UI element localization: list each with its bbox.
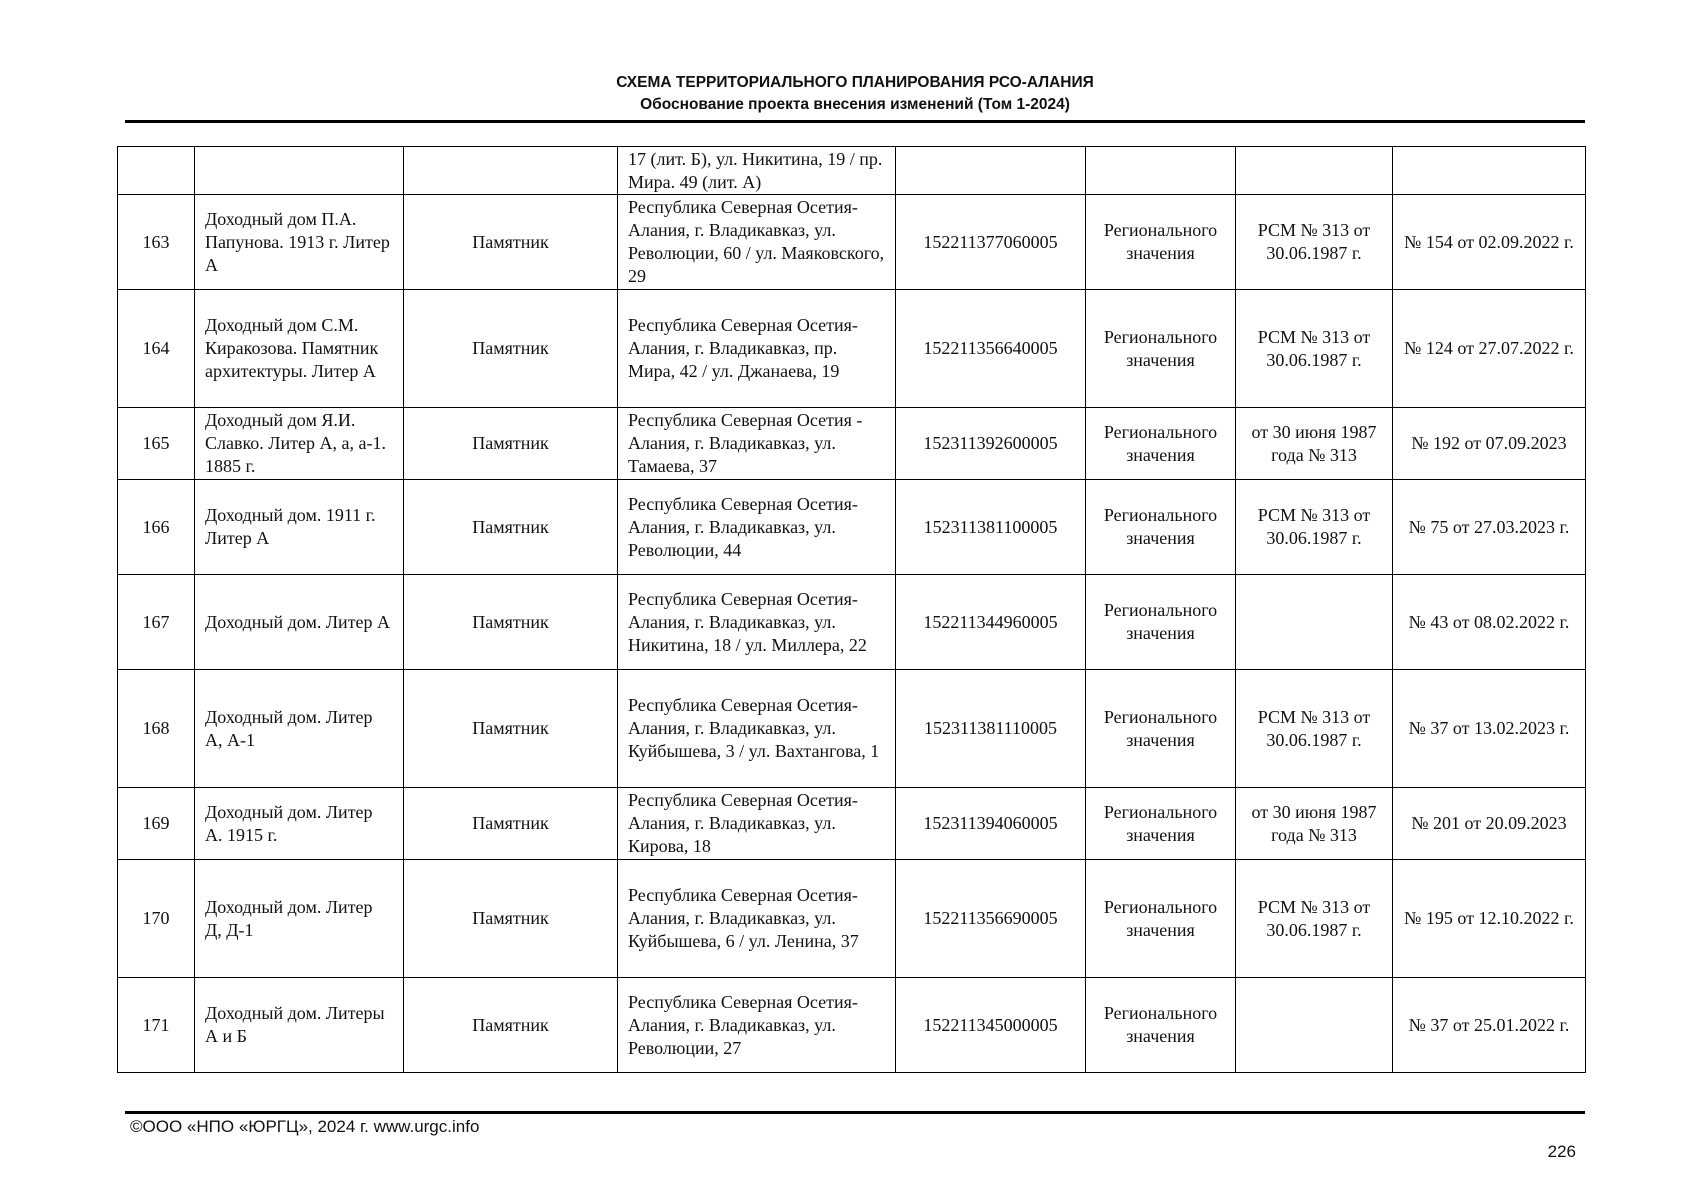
page-number: 226 — [1547, 1142, 1576, 1161]
cell-document: от 30 июня 1987 года № 313 — [1236, 408, 1393, 480]
cell-name: Доходный дом. Литер А, А-1 — [195, 670, 404, 788]
cell-number: 166 — [118, 480, 195, 575]
cell-document — [1236, 147, 1393, 195]
cell-address: Республика Северная Осетия-Алания, г. Владикавказ, ул. Революции, 60 / ул. Маяковского, 29 — [618, 195, 896, 290]
cell-type: Памятник — [404, 860, 618, 978]
cell-name: Доходный дом С.М. Киракозова. Памятник архитектуры. Литер А — [195, 290, 404, 408]
cell-name: Доходный дом. 1911 г. Литер А — [195, 480, 404, 575]
cell-number: 168 — [118, 670, 195, 788]
cell-address: Республика Северная Осетия-Алания, г. Владикавказ, ул. Революции, 27 — [618, 978, 896, 1073]
table-row — [118, 860, 1586, 978]
header-rule — [125, 120, 1585, 123]
document-subtitle: Обоснование проекта внесения изменений (Том 1-2024) — [640, 96, 1070, 113]
cell-significance: Регионального значения — [1086, 670, 1236, 788]
cell-number: 171 — [118, 978, 195, 1073]
cell-order: № 201 от 20.09.2023 — [1393, 788, 1586, 860]
cell-registry-number: 152211345000005 — [896, 978, 1086, 1073]
cell-type: Памятник — [404, 670, 618, 788]
cell-name: Доходный дом Я.И. Славко. Литер А, а, а-1. 1885 г. — [195, 408, 404, 480]
cell-document: от 30 июня 1987 года № 313 — [1236, 788, 1393, 860]
cell-registry-number: 152211356690005 — [896, 860, 1086, 978]
cell-registry-number: 152211377060005 — [896, 195, 1086, 290]
cell-number: 164 — [118, 290, 195, 408]
cell-number: 163 — [118, 195, 195, 290]
cell-order: № 124 от 27.07.2022 г. — [1393, 290, 1586, 408]
table-row-continuation — [118, 147, 1586, 195]
cell-registry-number: 152311381110005 — [896, 670, 1086, 788]
cell-significance: Регионального значения — [1086, 290, 1236, 408]
cell-order: № 192 от 07.09.2023 — [1393, 408, 1586, 480]
cell-order: № 43 от 08.02.2022 г. — [1393, 575, 1586, 670]
cell-name: Доходный дом. Литер А — [195, 575, 404, 670]
cell-order: № 75 от 27.03.2023 г. — [1393, 480, 1586, 575]
cell-number: 169 — [118, 788, 195, 860]
heritage-registry-table — [117, 146, 1586, 1073]
cell-registry-number: 152211356640005 — [896, 290, 1086, 408]
table-row — [118, 978, 1586, 1073]
cell-registry-number: 152311394060005 — [896, 788, 1086, 860]
cell-name: Доходный дом. Литеры А и Б — [195, 978, 404, 1073]
cell-order: № 195 от 12.10.2022 г. — [1393, 860, 1586, 978]
table-row — [118, 788, 1586, 860]
cell-significance: Регионального значения — [1086, 860, 1236, 978]
cell-number: 170 — [118, 860, 195, 978]
cell-type: Памятник — [404, 978, 618, 1073]
cell-type: Памятник — [404, 575, 618, 670]
cell-significance: Регионального значения — [1086, 480, 1236, 575]
cell-order: № 37 от 13.02.2023 г. — [1393, 670, 1586, 788]
cell-name: Доходный дом. Литер А. 1915 г. — [195, 788, 404, 860]
cell-name: Доходный дом П.А. Папунова. 1913 г. Литер А — [195, 195, 404, 290]
cell-address: Республика Северная Осетия-Алания, г. Владикавказ, ул. Никитина, 18 / ул. Миллера, 22 — [618, 575, 896, 670]
cell-document: РСМ № 313 от 30.06.1987 г. — [1236, 290, 1393, 408]
cell-number — [118, 147, 195, 195]
table-row — [118, 290, 1586, 408]
cell-registry-number — [896, 147, 1086, 195]
cell-name: Доходный дом. Литер Д, Д-1 — [195, 860, 404, 978]
cell-document: РСМ № 313 от 30.06.1987 г. — [1236, 670, 1393, 788]
document-title: СХЕМА ТЕРРИТОРИАЛЬНОГО ПЛАНИРОВАНИЯ РСО-АЛАНИЯ — [616, 74, 1094, 91]
cell-significance: Регионального значения — [1086, 978, 1236, 1073]
cell-address: Республика Северная Осетия-Алания, г. Владикавказ, ул. Кирова, 18 — [618, 788, 896, 860]
table-row — [118, 408, 1586, 480]
table-row — [118, 575, 1586, 670]
page-header — [125, 72, 1585, 116]
cell-document — [1236, 978, 1393, 1073]
cell-address: 17 (лит. Б), ул. Никитина, 19 / пр. Мира. 49 (лит. А) — [618, 147, 896, 195]
cell-number: 167 — [118, 575, 195, 670]
cell-registry-number: 152211344960005 — [896, 575, 1086, 670]
cell-type: Памятник — [404, 480, 618, 575]
cell-order: № 154 от 02.09.2022 г. — [1393, 195, 1586, 290]
cell-registry-number: 152311381100005 — [896, 480, 1086, 575]
cell-order — [1393, 147, 1586, 195]
cell-name — [195, 147, 404, 195]
cell-significance: Регионального значения — [1086, 575, 1236, 670]
cell-type: Памятник — [404, 290, 618, 408]
cell-type: Памятник — [404, 788, 618, 860]
footer-rule — [125, 1111, 1585, 1114]
cell-registry-number: 152311392600005 — [896, 408, 1086, 480]
cell-address: Республика Северная Осетия-Алания, г. Владикавказ, ул. Революции, 44 — [618, 480, 896, 575]
footer-copyright: ©ООО «НПО «ЮРГЦ», 2024 г. www.urgc.info — [130, 1117, 480, 1136]
table-row — [118, 195, 1586, 290]
cell-document: РСМ № 313 от 30.06.1987 г. — [1236, 195, 1393, 290]
cell-number: 165 — [118, 408, 195, 480]
cell-document: РСМ № 313 от 30.06.1987 г. — [1236, 860, 1393, 978]
cell-address: Республика Северная Осетия - Алания, г. Владикавказ, ул. Тамаева, 37 — [618, 408, 896, 480]
cell-document: РСМ № 313 от 30.06.1987 г. — [1236, 480, 1393, 575]
cell-type — [404, 147, 618, 195]
cell-significance — [1086, 147, 1236, 195]
cell-address: Республика Северная Осетия-Алания, г. Владикавказ, ул. Куйбышева, 6 / ул. Ленина, 37 — [618, 860, 896, 978]
table-row — [118, 670, 1586, 788]
cell-type: Памятник — [404, 195, 618, 290]
cell-significance: Регионального значения — [1086, 788, 1236, 860]
cell-significance: Регионального значения — [1086, 408, 1236, 480]
table-row — [118, 480, 1586, 575]
cell-order: № 37 от 25.01.2022 г. — [1393, 978, 1586, 1073]
cell-address: Республика Северная Осетия-Алания, г. Владикавказ, пр. Мира, 42 / ул. Джанаева, 19 — [618, 290, 896, 408]
cell-document — [1236, 575, 1393, 670]
cell-type: Памятник — [404, 408, 618, 480]
cell-significance: Регионального значения — [1086, 195, 1236, 290]
cell-address: Республика Северная Осетия-Алания, г. Владикавказ, ул. Куйбышева, 3 / ул. Вахтангова, 1 — [618, 670, 896, 788]
